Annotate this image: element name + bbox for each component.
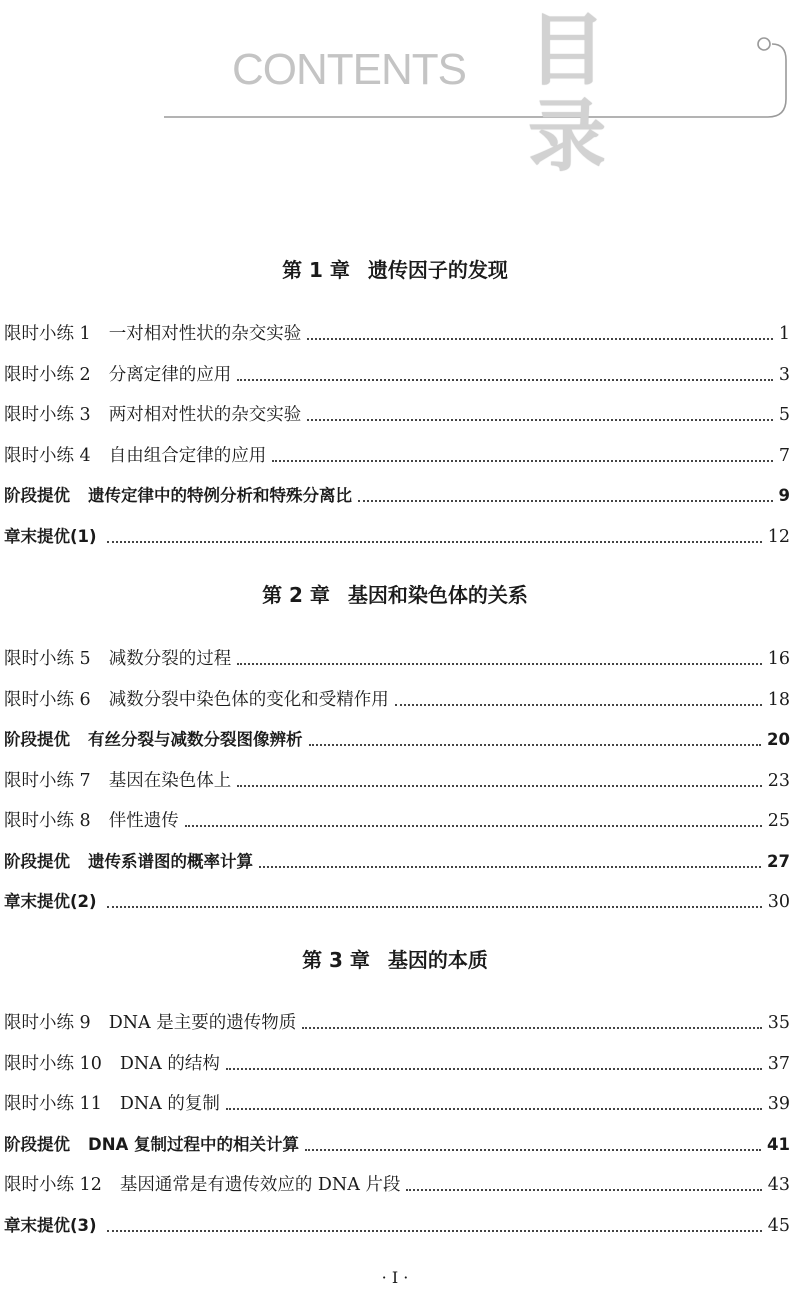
toc-entry[interactable] bbox=[4, 444, 790, 468]
entry-title: 基因在染色体上 bbox=[108, 771, 232, 791]
dot-leader bbox=[307, 338, 773, 340]
chapter-number: 第 3 章 bbox=[302, 948, 370, 972]
entry-title: 有丝分裂与减数分裂图像辨析 bbox=[88, 730, 303, 749]
chapter-heading bbox=[0, 258, 790, 282]
dot-leader bbox=[302, 1027, 761, 1029]
entry-label: 限时小练 4 bbox=[4, 446, 91, 466]
entry-page-number: 43 bbox=[767, 1175, 790, 1195]
dot-leader bbox=[395, 704, 762, 706]
entry-title: 分离定律的应用 bbox=[108, 365, 232, 385]
entry-page-number: 1 bbox=[778, 324, 790, 344]
dot-leader bbox=[107, 1230, 762, 1232]
dot-leader bbox=[237, 785, 762, 787]
entry-title: 伴性遗传 bbox=[108, 811, 179, 831]
toc-entry[interactable] bbox=[4, 890, 790, 914]
entry-page-number: 37 bbox=[767, 1054, 790, 1074]
entry-label: 限时小练 7 bbox=[4, 771, 91, 791]
toc-entry[interactable] bbox=[4, 728, 790, 752]
toc-entry[interactable] bbox=[4, 769, 790, 793]
dot-leader bbox=[358, 500, 773, 502]
entry-label: 限时小练 8 bbox=[4, 811, 91, 831]
toc-entry[interactable] bbox=[4, 1173, 790, 1197]
entry-label: 阶段提优 bbox=[4, 486, 70, 505]
entry-label: 限时小练 5 bbox=[4, 649, 91, 669]
toc-entry[interactable] bbox=[4, 688, 790, 712]
dot-leader bbox=[185, 825, 762, 827]
entry-title: DNA 复制过程中的相关计算 bbox=[88, 1135, 300, 1154]
dot-leader bbox=[226, 1068, 762, 1070]
entry-label: 限时小练 1 bbox=[4, 324, 91, 344]
entry-page-number: 9 bbox=[778, 486, 790, 505]
entry-page-number: 30 bbox=[767, 892, 790, 912]
entry-page-number: 39 bbox=[767, 1094, 790, 1114]
dot-leader bbox=[237, 379, 773, 381]
entry-page-number: 20 bbox=[767, 730, 790, 749]
entry-label: 阶段提优 bbox=[4, 730, 70, 749]
entry-label: 阶段提优 bbox=[4, 852, 70, 871]
chapter-number: 第 2 章 bbox=[262, 583, 330, 607]
entry-page-number: 5 bbox=[778, 405, 790, 425]
dot-leader bbox=[107, 541, 762, 543]
toc-entry[interactable] bbox=[4, 809, 790, 833]
contents-header bbox=[0, 0, 790, 182]
entry-title: 减数分裂的过程 bbox=[108, 649, 232, 669]
entry-label: 限时小练 3 bbox=[4, 405, 91, 425]
entry-label: 阶段提优 bbox=[4, 1135, 70, 1154]
mulu-title: 目 录 bbox=[528, 6, 641, 182]
entry-page-number: 12 bbox=[767, 527, 790, 547]
chapter-title: 基因的本质 bbox=[387, 948, 488, 972]
entry-title: 自由组合定律的应用 bbox=[108, 446, 267, 466]
toc-entry[interactable] bbox=[4, 1214, 790, 1238]
entry-page-number: 25 bbox=[767, 811, 790, 831]
dot-leader bbox=[307, 419, 773, 421]
entry-label: 章末提优(1) bbox=[4, 527, 97, 546]
entry-title: 基因通常是有遗传效应的 DNA 片段 bbox=[119, 1175, 401, 1195]
toc-entry[interactable] bbox=[4, 363, 790, 387]
entry-page-number: 16 bbox=[767, 649, 790, 669]
entry-page-number: 41 bbox=[767, 1135, 790, 1154]
toc-entry[interactable] bbox=[4, 850, 790, 874]
entry-title: 一对相对性状的杂交实验 bbox=[108, 324, 302, 344]
entry-page-number: 35 bbox=[767, 1013, 790, 1033]
chapter-number: 第 1 章 bbox=[282, 258, 350, 282]
toc-entry[interactable] bbox=[4, 647, 790, 671]
dot-leader bbox=[272, 460, 773, 462]
entry-label: 章末提优(3) bbox=[4, 1216, 97, 1235]
entry-title: 减数分裂中染色体的变化和受精作用 bbox=[108, 690, 389, 710]
contents-word: CONTENTS bbox=[232, 45, 466, 94]
entry-label: 限时小练 9 bbox=[4, 1013, 91, 1033]
dot-leader bbox=[237, 663, 762, 665]
entry-title: 两对相对性状的杂交实验 bbox=[108, 405, 302, 425]
dot-leader bbox=[406, 1189, 761, 1191]
toc-entry[interactable] bbox=[4, 403, 790, 427]
entry-title: 遗传系谱图的概率计算 bbox=[88, 852, 253, 871]
toc-entry[interactable] bbox=[4, 1092, 790, 1116]
entry-page-number: 3 bbox=[778, 365, 790, 385]
dot-leader bbox=[305, 1149, 761, 1151]
toc-entry[interactable] bbox=[4, 1052, 790, 1076]
entry-title: DNA 是主要的遗传物质 bbox=[108, 1013, 297, 1033]
entry-page-number: 27 bbox=[767, 852, 790, 871]
toc-entry[interactable] bbox=[4, 484, 790, 508]
entry-page-number: 18 bbox=[767, 690, 790, 710]
chapter-title: 基因和染色体的关系 bbox=[347, 583, 528, 607]
entry-label: 限时小练 12 bbox=[4, 1175, 102, 1195]
entry-title: DNA 的复制 bbox=[119, 1094, 220, 1114]
entry-page-number: 45 bbox=[767, 1216, 790, 1236]
toc-entry[interactable] bbox=[4, 525, 790, 549]
entry-page-number: 7 bbox=[778, 446, 790, 466]
chapter-heading bbox=[0, 583, 790, 607]
toc-entry[interactable] bbox=[4, 322, 790, 346]
toc-entry[interactable] bbox=[4, 1011, 790, 1035]
entry-title: 遗传定律中的特例分析和特殊分离比 bbox=[88, 486, 352, 505]
entry-label: 限时小练 10 bbox=[4, 1054, 102, 1074]
entry-label: 限时小练 6 bbox=[4, 690, 91, 710]
dot-leader bbox=[107, 906, 762, 908]
entry-label: 限时小练 2 bbox=[4, 365, 91, 385]
page-number: · I · bbox=[381, 1268, 409, 1287]
entry-page-number: 23 bbox=[767, 771, 790, 791]
entry-label: 限时小练 11 bbox=[4, 1094, 102, 1114]
chapter-title: 遗传因子的发现 bbox=[367, 258, 508, 282]
dot-leader bbox=[226, 1108, 762, 1110]
dot-leader bbox=[309, 744, 762, 746]
dot-leader bbox=[259, 866, 761, 868]
entry-label: 章末提优(2) bbox=[4, 892, 97, 911]
entry-title: DNA 的结构 bbox=[119, 1054, 220, 1074]
toc-entry[interactable] bbox=[4, 1133, 790, 1157]
chapter-heading bbox=[0, 948, 790, 972]
